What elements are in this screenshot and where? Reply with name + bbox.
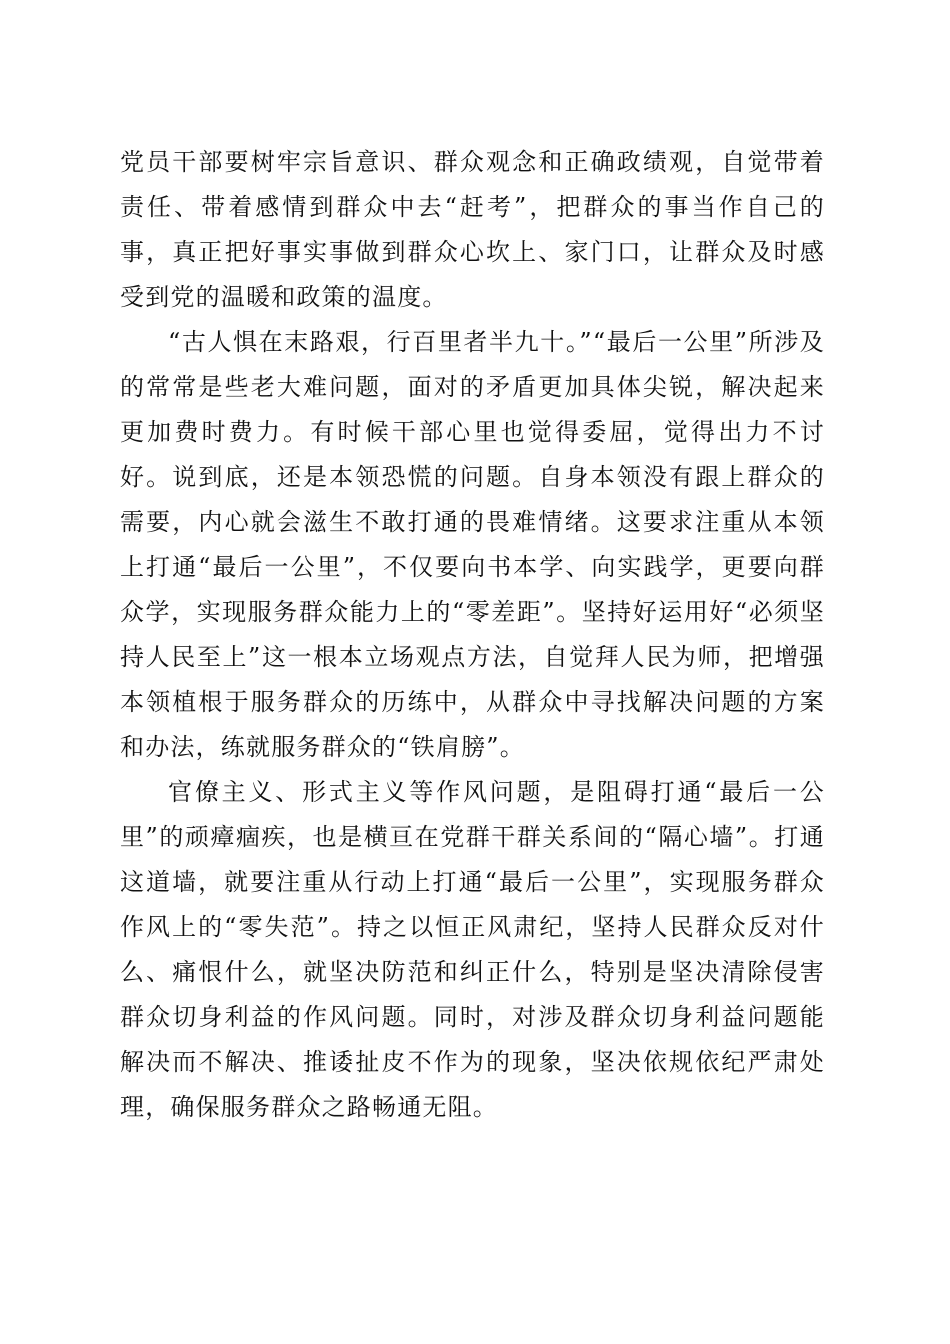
document-page <box>120 140 825 1130</box>
paragraph-3: 官僚主义、形式主义等作风问题，是阻碍打通“最后一公里”的顽瘴痼疾，也是横亘在党群干群关系间的“隔心墙”。打通这道墙，就要注重从行动上打通“最后一公里”，实现服务群众作风上的“零失范”。持之以恒正风肃纪，坚持人民群众反对什么、痛恨什么，就坚决防范和纠正什么，特别是坚决清除侵害群众切身利益的作风问题。同时，对涉及群众切身利益问题能解决而不解决、推诿扯皮不作为的现象，坚决依规依纪严肃处理，确保服务群众之路畅通无阻。 <box>120 778 825 1121</box>
paragraph-1: 党员干部要树牢宗旨意识、群众观念和正确政绩观，自觉带着责任、带着感情到群众中去“赶考”，把群众的事当作自己的事，真正把好事实事做到群众心坎上、家门口，让群众及时感受到党的温暖和政策的温度。 <box>120 148 825 311</box>
paragraph-2: “古人惧在末路艰，行百里者半九十。”“最后一公里”所涉及的常常是些老大难问题，面对的矛盾更加具体尖锐，解决起来更加费时费力。有时候干部心里也觉得委屈，觉得出力不讨好。说到底，还是本领恐慌的问题。自身本领没有跟上群众的需要，内心就会滋生不敢打通的畏难情绪。这要求注重从本领上打通“最后一公里”，不仅要向书本学、向实践学，更要向群众学，实现服务群众能力上的“零差距”。坚持好运用好“必须坚持人民至上”这一根本立场观点方法，自觉拜人民为师，把增强本领植根于服务群众的历练中，从群众中寻找解决问题的方案和办法，练就服务群众的“铁肩膀”。 <box>120 328 825 761</box>
